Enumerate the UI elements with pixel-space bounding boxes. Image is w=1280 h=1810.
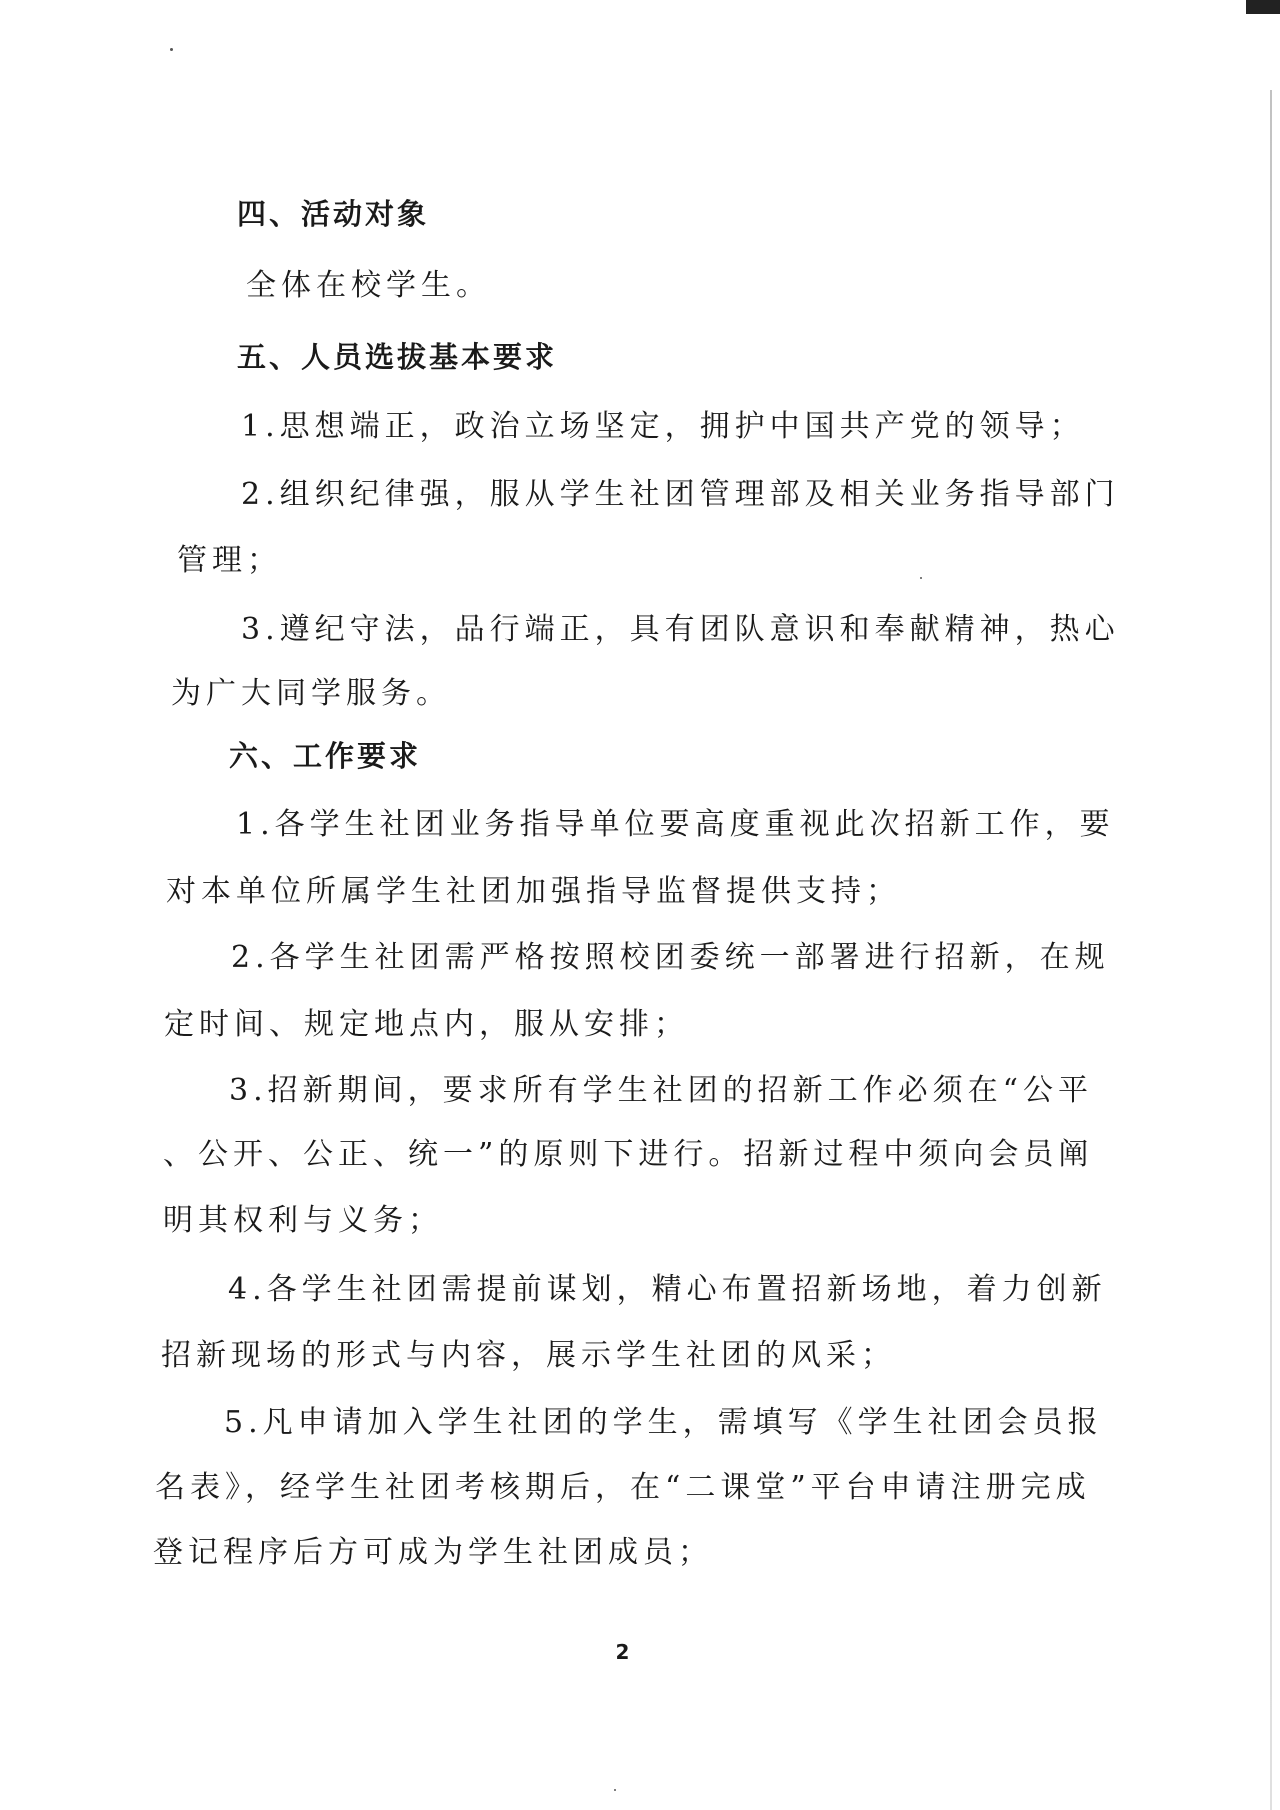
section-heading-6: 六、工作要求 <box>229 739 422 773</box>
paragraph-line: 全体在校学生。 <box>246 268 491 303</box>
paragraph-line: 5.凡申请加入学生社团的学生，需填写《学生社团会员报 <box>224 1405 1103 1440</box>
paragraph-line: 名表》，经学生社团考核期后，在“二课堂”平台申请注册完成 <box>155 1470 1091 1505</box>
section-heading-5: 五、人员选拔基本要求 <box>237 340 558 374</box>
paragraph-line: 3.遵纪守法，品行端正，具有团队意识和奉献精神，热心 <box>241 612 1120 647</box>
paragraph-line: 明其权利与义务； <box>163 1203 443 1238</box>
section-heading-4: 四、活动对象 <box>237 197 430 231</box>
paragraph-line: 定时间、规定地点内，服从安排； <box>164 1007 689 1042</box>
scan-speck <box>170 48 173 51</box>
paragraph-line: 管理； <box>177 543 282 578</box>
page-number: 2 <box>615 1640 630 1664</box>
paragraph-line: 登记程序后方可成为学生社团成员； <box>153 1535 713 1570</box>
paragraph-line: 4.各学生社团需提前谋划，精心布置招新场地，着力创新 <box>228 1272 1107 1307</box>
paragraph-line: 对本单位所属学生社团加强指导监督提供支持； <box>166 874 901 909</box>
paragraph-line: 1.各学生社团业务指导单位要高度重视此次招新工作，要 <box>236 807 1115 842</box>
paragraph-line: 、公开、公正、统一”的原则下进行。招新过程中须向会员阐 <box>163 1137 1094 1172</box>
scan-speck <box>614 1789 616 1791</box>
paragraph-line: 1.思想端正，政治立场坚定，拥护中国共产党的领导； <box>241 409 1085 444</box>
paragraph-line: 为广大同学服务。 <box>171 676 451 711</box>
scan-border-line <box>1270 90 1272 1810</box>
scan-edge-artifact <box>1246 0 1280 14</box>
scan-speck <box>920 577 922 579</box>
paragraph-line: 招新现场的形式与内容，展示学生社团的风采； <box>161 1338 896 1373</box>
paragraph-line: 2.各学生社团需严格按照校团委统一部署进行招新，在规 <box>231 940 1110 975</box>
paragraph-line: 2.组织纪律强，服从学生社团管理部及相关业务指导部门 <box>241 477 1120 512</box>
paragraph-line: 3.招新期间，要求所有学生社团的招新工作必须在“公平 <box>229 1073 1093 1108</box>
